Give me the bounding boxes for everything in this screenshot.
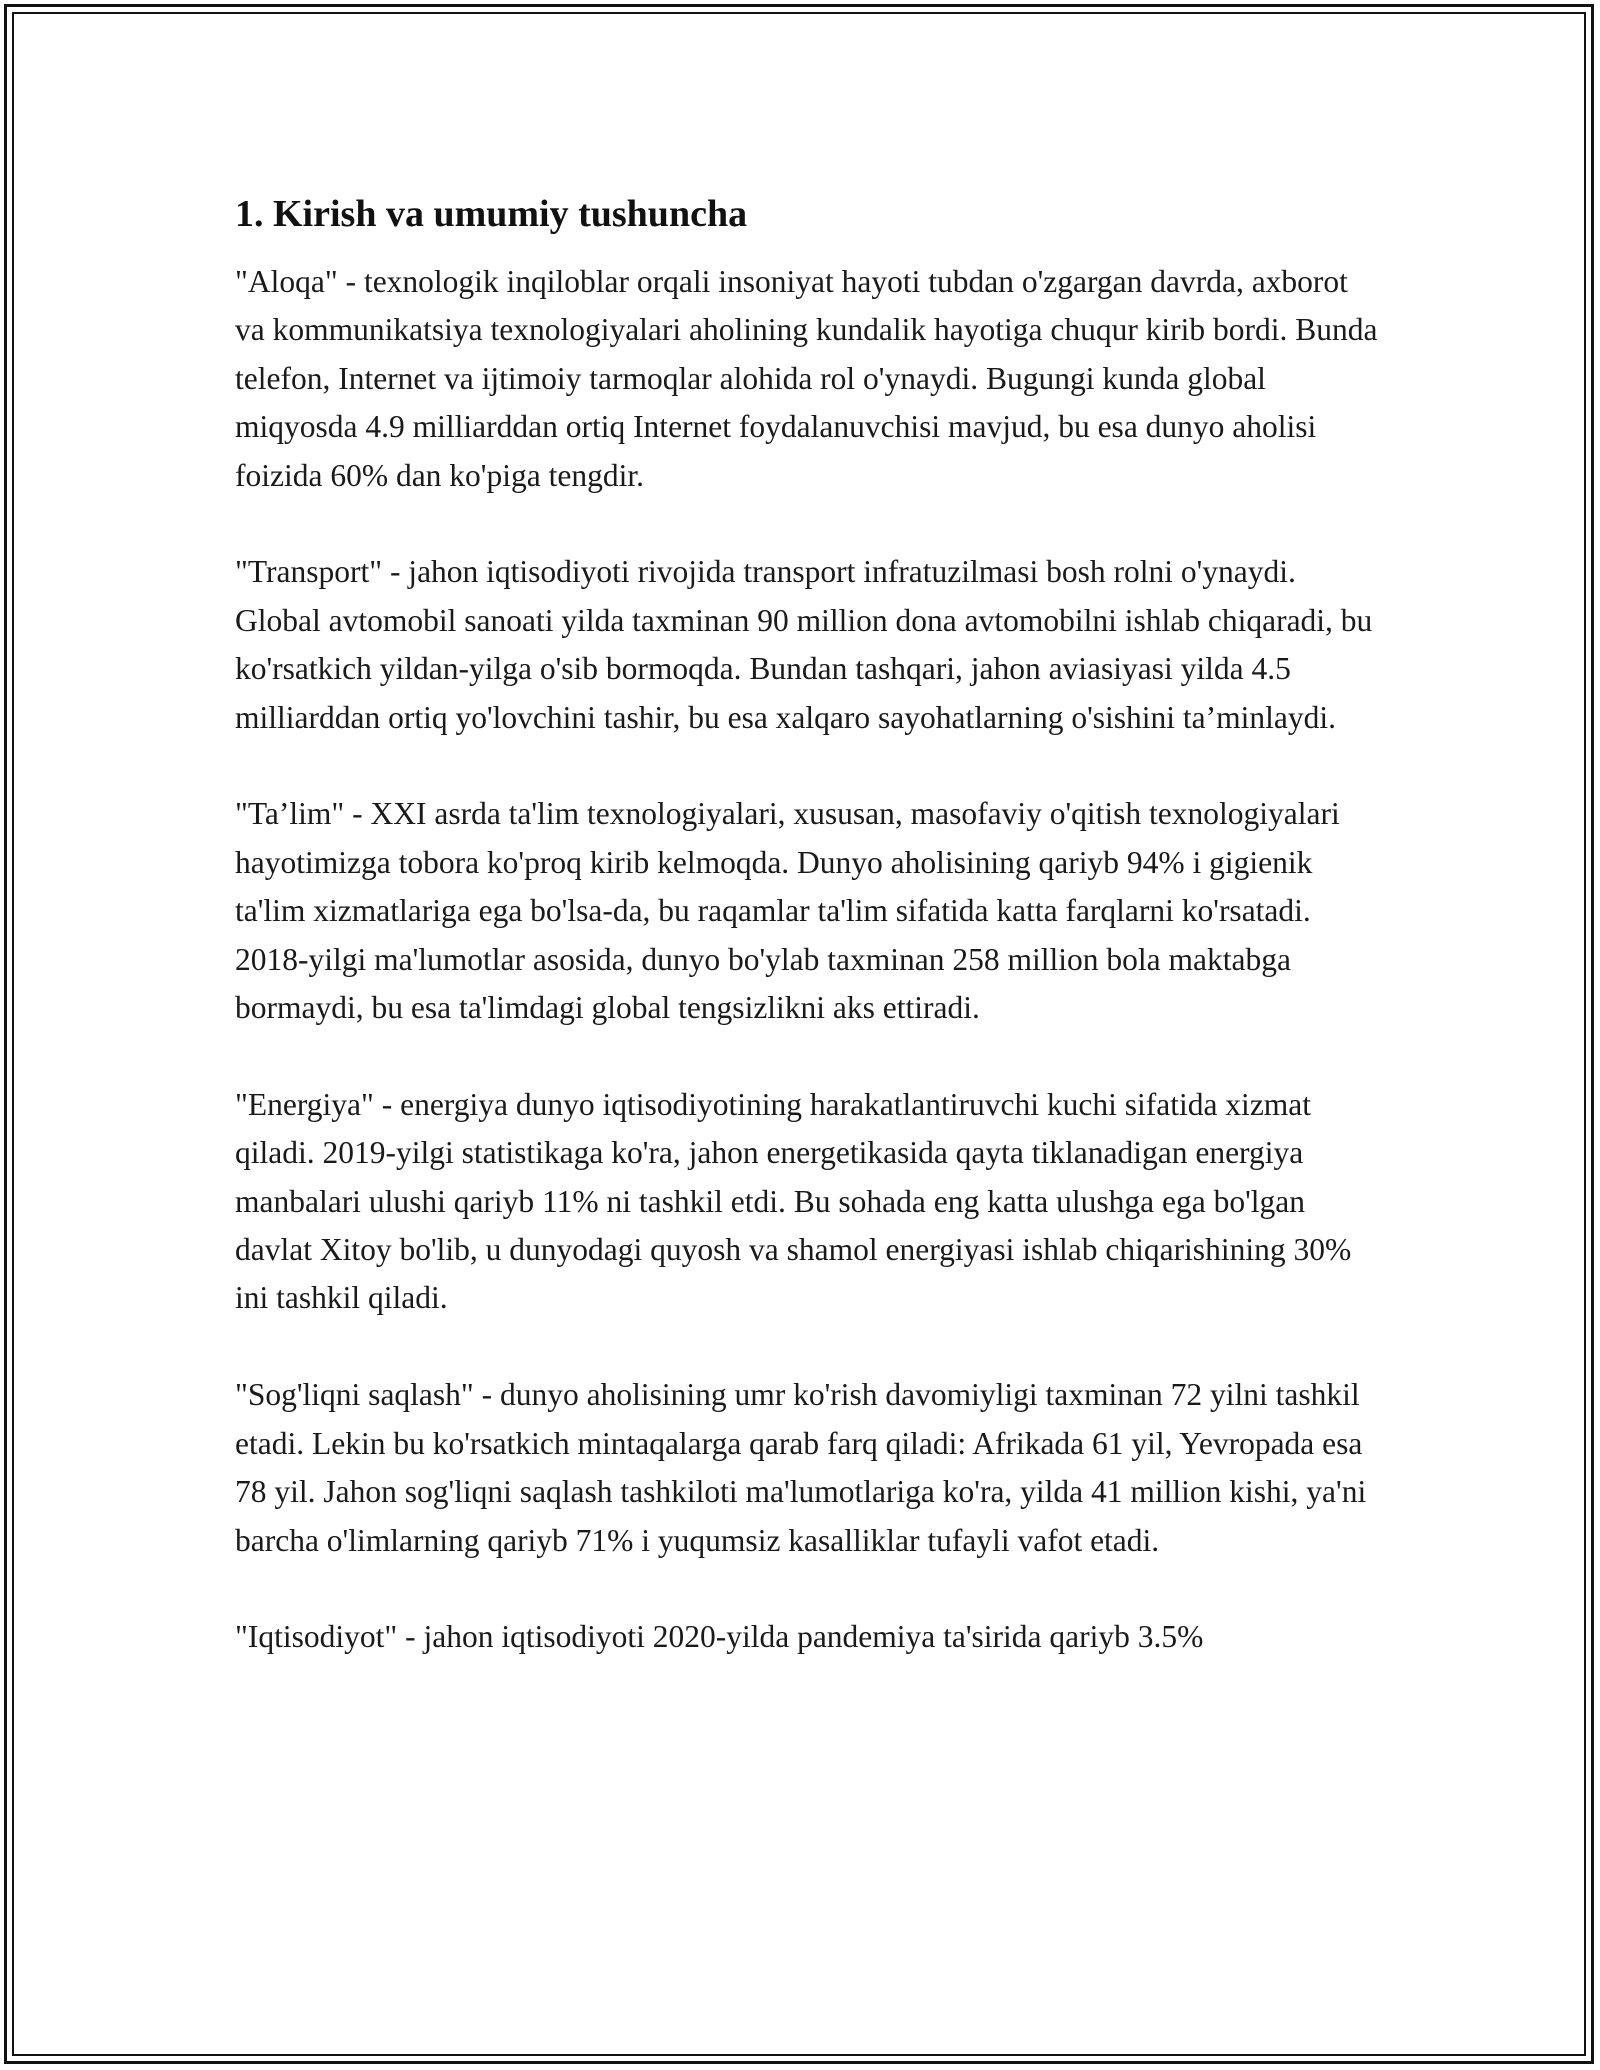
paragraph-aloqa: "Aloqa" - texnologik inqiloblar orqali insoniyat hayoti tubdan o'zgargan davrda, axborot va kommunikatsiya texnologiyalari aholining kundalik hayotiga chuqur kirib bordi. Bunda telefon, Internet va ijtimoiy tarmoqlar alohida rol o'ynaydi. Bugungi kunda global miqyosda 4.9 milliarddan ortiq Internet foydalanuvchisi mavjud, bu esa dunyo aholisi foizida 60% dan ko'piga tengdir. [235,264,1378,493]
paragraph-iqtisodiyot: "Iqtisodiyot" - jahon iqtisodiyoti 2020-yilda pandemiya ta'sirida qariyb 3.5% [235,1619,1204,1655]
paragraph-transport: "Transport" - jahon iqtisodiyoti rivojida transport infratuzilmasi bosh rolni o'ynaydi. Global avtomobil sanoati yilda taxminan 90 million dona avtomobilni ishlab chiqaradi, bu ko'rsatkich yildan-yilga o'sib bormoqda. Bundan tashqari, jahon aviasiyasi yilda 4.5 milliarddan ortiq yo'lovchini tashir, bu esa xalqaro sayohatlarning o'sishini ta’minlaydi. [235,554,1373,735]
paragraph-sogliqni-saqlash: "Sog'liqni saqlash" - dunyo aholisining umr ko'rish davomiyligi taxminan 72 yilni tashkil etadi. Lekin bu ko'rsatkich mintaqalarga qarab farq qiladi: Afrikada 61 yil, Yevropada esa 78 yil. Jahon sog'liqni saqlash tashkiloti ma'lumotlariga ko'ra, yilda 41 million kishi, ya'ni barcha o'limlarning qariyb 71% i yuqumsiz kasalliklar tufayli vafot etadi. [235,1377,1367,1558]
section-heading: 1. Kirish va umumiy tushuncha [235,193,748,235]
paragraph-energiya: "Energiya" - energiya dunyo iqtisodiyotining harakatlantiruvchi kuchi sifatida xizmat qiladi. 2019-yilgi statistikaga ko'ra, jahon energetikasida qayta tiklanadigan energiya manbalari ulushi qariyb 11% ni tashkil etdi. Bu sohada eng katta ulushga ega bo'lgan davlat Xitoy bo'lib, u dunyodagi quyosh va shamol energiyasi ishlab chiqarishining 30% ini tashkil qiladi. [235,1086,1352,1316]
document-body [235,190,1385,1710]
paragraph-talim: "Ta’lim" - XXI asrda ta'lim texnologiyalari, xususan, masofaviy o'qitish texnologiyalari hayotimizga tobora ko'proq kirib kelmoqda. Dunyo aholisining qariyb 94% i gigienik ta'lim xizmatlariga ega bo'lsa-da, bu raqamlar ta'lim sifatida katta farqlarni ko'rsatadi. 2018-yilgi ma'lumotlar asosida, dunyo bo'ylab taxminan 258 million bola maktabga bormaydi, bu esa ta'limdagi global tengsizlikni aks ettiradi. [235,796,1340,1026]
